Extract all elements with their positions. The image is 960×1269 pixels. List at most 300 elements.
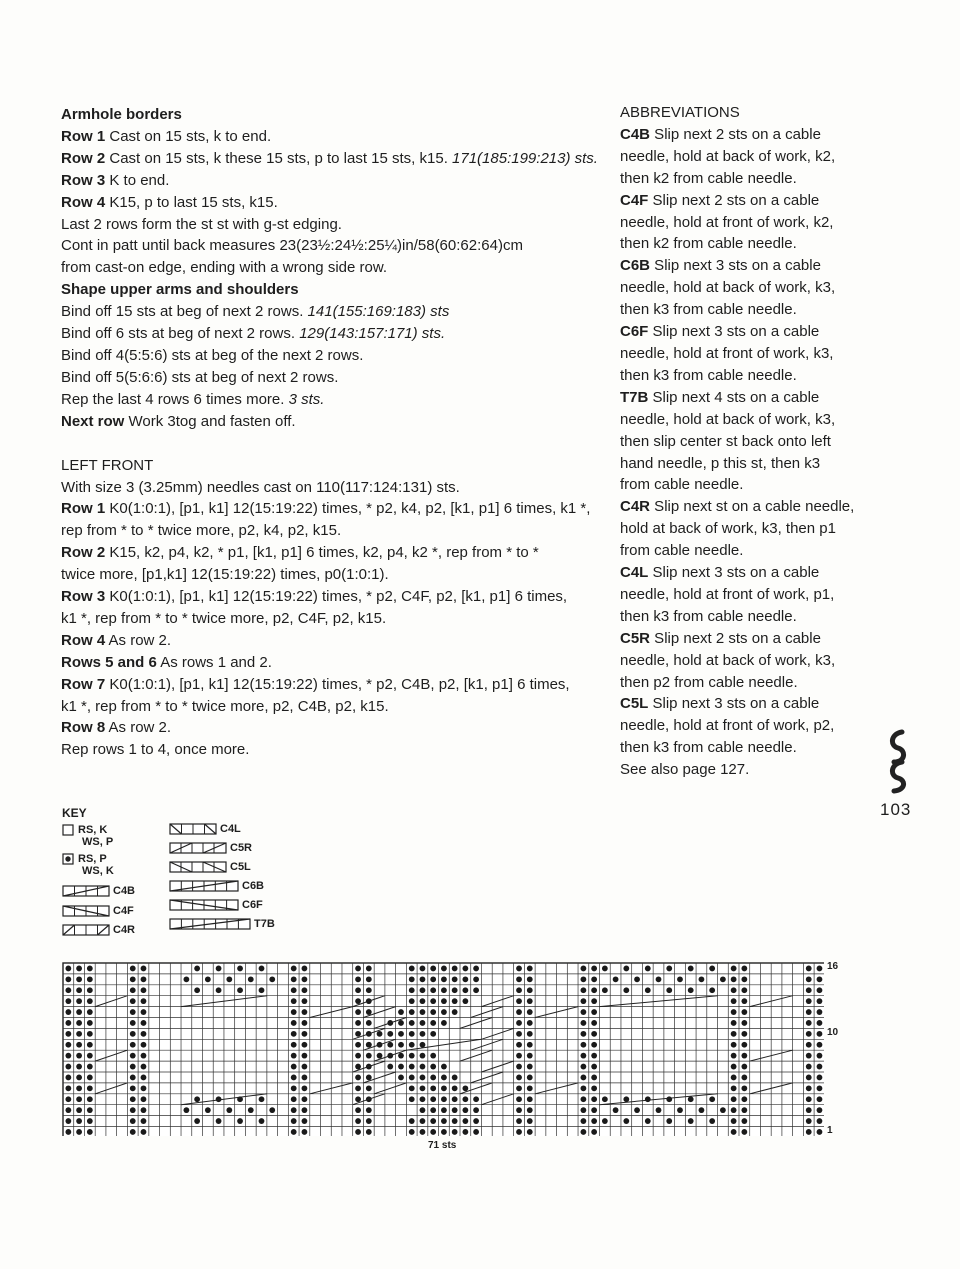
purl-stitch <box>237 1118 243 1124</box>
c4b-symbol-icon <box>63 886 109 896</box>
purl-stitch <box>741 1031 747 1037</box>
purl-stitch <box>76 1085 82 1091</box>
purl-stitch <box>65 1129 71 1135</box>
abbreviation-line: C4B Slip next 2 sts on a cable <box>620 125 821 143</box>
purl-stitch <box>355 1020 361 1026</box>
purl-stitch <box>623 1096 629 1102</box>
purl-stitch <box>699 1107 705 1113</box>
purl-stitch <box>527 1107 533 1113</box>
purl-stitch <box>248 976 254 982</box>
purl-stitch <box>591 976 597 982</box>
purl-stitch <box>731 1053 737 1059</box>
purl-stitch <box>248 1107 254 1113</box>
purl-stitch <box>516 1129 522 1135</box>
purl-stitch <box>613 1107 619 1113</box>
abbreviation-line: then k3 from cable needle. <box>620 366 797 384</box>
purl-stitch <box>527 1075 533 1081</box>
purl-stitch <box>452 1107 458 1113</box>
purl-stitch <box>441 1096 447 1102</box>
purl-stitch <box>302 1107 308 1113</box>
purl-stitch <box>291 1053 297 1059</box>
purl-stitch <box>355 1075 361 1081</box>
abbreviation-line: then k3 from cable needle. <box>620 739 797 757</box>
purl-stitch <box>527 1031 533 1037</box>
purl-stitch <box>441 1129 447 1135</box>
text-line: Row 4 K15, p to last 15 sts, k15. <box>61 193 278 211</box>
purl-stitch <box>581 966 587 972</box>
purl-stitch <box>291 1075 297 1081</box>
abbreviation-line: C6F Slip next 3 sts on a cable <box>620 323 820 341</box>
left-front-heading: LEFT FRONT <box>61 456 154 474</box>
purl-stitch <box>398 1009 404 1015</box>
key-knit-label-ws: WS, P <box>82 836 114 848</box>
purl-stitch <box>806 987 812 993</box>
purl-stitch <box>291 1042 297 1048</box>
purl-stitch <box>130 1118 136 1124</box>
purl-stitch <box>645 987 651 993</box>
purl-stitch <box>591 1009 597 1015</box>
row-label-10: 10 <box>827 1027 839 1038</box>
purl-stitch <box>409 1053 415 1059</box>
purl-stitch <box>731 987 737 993</box>
purl-stitch <box>817 1009 823 1015</box>
purl-stitch <box>591 1085 597 1091</box>
key-c6b-label: C6B <box>242 880 265 892</box>
purl-stitch <box>302 1118 308 1124</box>
purl-stitch <box>430 976 436 982</box>
purl-stitch <box>366 1107 372 1113</box>
purl-stitch <box>473 966 479 972</box>
purl-stitch <box>355 1096 361 1102</box>
purl-stitch <box>355 1064 361 1070</box>
purl-stitch <box>130 1096 136 1102</box>
purl-stitch <box>65 1075 71 1081</box>
purl-stitch <box>302 998 308 1004</box>
purl-stitch <box>409 976 415 982</box>
purl-stitch <box>302 976 308 982</box>
purl-stitch <box>302 1085 308 1091</box>
purl-stitch <box>398 1042 404 1048</box>
text-line: Cont in patt until back measures 23(23½:24½:25¼)in/58(60:62:64)cm <box>61 237 523 255</box>
key-c4l-label: C4L <box>220 823 241 835</box>
purl-stitch <box>216 966 222 972</box>
purl-stitch <box>516 1020 522 1026</box>
abbreviation-line: needle, hold at front of work, p2, <box>620 717 835 735</box>
purl-stitch <box>409 998 415 1004</box>
purl-stitch <box>76 1053 82 1059</box>
c6f-symbol-icon <box>170 900 238 910</box>
purl-stitch <box>87 987 93 993</box>
purl-stitch <box>398 1031 404 1037</box>
purl-stitch <box>806 1107 812 1113</box>
purl-stitch <box>731 1064 737 1070</box>
purl-stitch <box>355 998 361 1004</box>
purl-stitch <box>65 1118 71 1124</box>
purl-stitch <box>398 1064 404 1070</box>
purl-stitch <box>366 966 372 972</box>
purl-stitch <box>141 1129 147 1135</box>
purl-stitch <box>87 1129 93 1135</box>
text-line: Bind off 6 sts at beg of next 2 rows. 129(143:157:171) sts. <box>61 325 446 343</box>
purl-stitch <box>430 1096 436 1102</box>
key-c4f-label: C4F <box>113 905 134 917</box>
abbreviation-line: hand needle, p this st, then k3 <box>620 454 821 472</box>
purl-stitch <box>420 1129 426 1135</box>
purl-stitch <box>452 987 458 993</box>
purl-stitch <box>741 1129 747 1135</box>
purl-stitch <box>87 966 93 972</box>
purl-stitch <box>817 1107 823 1113</box>
purl-stitch <box>130 998 136 1004</box>
purl-stitch <box>76 998 82 1004</box>
purl-stitch <box>366 1042 372 1048</box>
purl-stitch <box>581 1053 587 1059</box>
key-c6f-label: C6F <box>242 899 263 911</box>
purl-stitch <box>130 1053 136 1059</box>
purl-stitch <box>527 1053 533 1059</box>
purl-stitch <box>259 966 265 972</box>
abbreviation-line: T7B Slip next 4 sts on a cable <box>620 388 820 406</box>
purl-stitch <box>65 1085 71 1091</box>
purl-stitch <box>65 966 71 972</box>
purl-stitch <box>194 966 200 972</box>
purl-stitch <box>130 1009 136 1015</box>
left-front-section <box>61 477 601 762</box>
purl-stitch <box>65 1096 71 1102</box>
purl-stitch <box>87 976 93 982</box>
purl-stitch <box>76 1009 82 1015</box>
purl-stitch <box>398 1020 404 1026</box>
text-line: Next row Work 3tog and fasten off. <box>61 412 296 430</box>
purl-stitch <box>291 1009 297 1015</box>
purl-stitch <box>183 976 189 982</box>
purl-stitch <box>141 1096 147 1102</box>
purl-stitch <box>76 966 82 972</box>
purl-stitch <box>741 1009 747 1015</box>
purl-stitch <box>291 1085 297 1091</box>
purl-stitch <box>741 1085 747 1091</box>
purl-stitch <box>259 1096 265 1102</box>
purl-stitch <box>259 987 265 993</box>
purl-stitch <box>76 1042 82 1048</box>
purl-stitch <box>741 966 747 972</box>
purl-stitch <box>76 1129 82 1135</box>
purl-stitch <box>591 1031 597 1037</box>
purl-stitch <box>731 1107 737 1113</box>
purl-stitch <box>87 1085 93 1091</box>
purl-stitch <box>634 976 640 982</box>
key-knit-label: RS, K <box>78 824 108 836</box>
purl-stitch <box>430 1064 436 1070</box>
purl-stitch <box>527 1096 533 1102</box>
purl-stitch <box>516 976 522 982</box>
text-line: twice more, [p1,k1] 12(15:19:22) times, p0(1:0:1). <box>61 566 389 584</box>
c4r-symbol-icon <box>63 925 109 935</box>
purl-stitch <box>302 1064 308 1070</box>
purl-stitch <box>355 1118 361 1124</box>
purl-stitch <box>141 1020 147 1026</box>
purl-stitch <box>269 1107 275 1113</box>
c4l-symbol-icon <box>170 824 216 834</box>
key-c5r-label: C5R <box>230 842 253 854</box>
purl-stitch <box>731 1020 737 1026</box>
purl-stitch <box>302 1096 308 1102</box>
left-column <box>61 104 601 761</box>
purl-stitch <box>302 1075 308 1081</box>
purl-stitch <box>355 1031 361 1037</box>
purl-stitch <box>462 1118 468 1124</box>
purl-stitch <box>194 1096 200 1102</box>
purl-stitch <box>516 966 522 972</box>
purl-stitch <box>291 966 297 972</box>
purl-stitch <box>731 1031 737 1037</box>
purl-stitch <box>666 987 672 993</box>
purl-stitch <box>741 1042 747 1048</box>
purl-stitch <box>291 998 297 1004</box>
purl-stitch <box>366 1053 372 1059</box>
purl-stitch <box>591 987 597 993</box>
text-line: Bind off 15 sts at beg of next 2 rows. 141(155:169:183) sts <box>61 303 450 321</box>
row-label-16: 16 <box>827 961 839 972</box>
purl-stitch <box>420 1107 426 1113</box>
purl-stitch <box>817 987 823 993</box>
purl-stitch <box>76 976 82 982</box>
purl-stitch <box>65 987 71 993</box>
purl-stitch <box>817 1042 823 1048</box>
purl-stitch <box>741 987 747 993</box>
purl-stitch <box>302 1020 308 1026</box>
shape-heading: Shape upper arms and shoulders <box>61 281 299 299</box>
purl-stitch <box>806 1129 812 1135</box>
purl-stitch <box>527 966 533 972</box>
purl-stitch <box>377 1031 383 1037</box>
purl-stitch <box>516 1118 522 1124</box>
purl-stitch <box>130 1107 136 1113</box>
purl-stitch <box>817 1020 823 1026</box>
purl-stitch <box>409 1129 415 1135</box>
purl-stitch <box>656 976 662 982</box>
abbreviation-line: needle, hold at front of work, k2, <box>620 213 834 231</box>
purl-stitch <box>430 966 436 972</box>
text-line: Row 7 K0(1:0:1), [p1, k1] 12(15:19:22) times, * p2, C4B, p2, [k1, p1] 6 times, <box>61 675 570 693</box>
purl-stitch <box>527 998 533 1004</box>
abbreviation-line: then slip center st back onto left <box>620 432 831 450</box>
purl-stitch <box>366 1009 372 1015</box>
purl-stitch <box>741 1075 747 1081</box>
abbreviation-line: C5R Slip next 2 sts on a cable <box>620 629 821 647</box>
abbreviation-line: from cable needle. <box>620 476 744 494</box>
purl-stitch <box>731 1085 737 1091</box>
purl-stitch <box>355 1129 361 1135</box>
purl-stitch <box>420 1075 426 1081</box>
purl-stitch <box>473 1096 479 1102</box>
purl-stitch <box>355 1009 361 1015</box>
purl-stitch <box>591 998 597 1004</box>
purl-stitch <box>366 1020 372 1026</box>
purl-stitch <box>581 987 587 993</box>
purl-stitch <box>645 1096 651 1102</box>
purl-stitch <box>613 976 619 982</box>
purl-stitch <box>581 1096 587 1102</box>
purl-stitch <box>141 998 147 1004</box>
purl-stitch <box>806 976 812 982</box>
purl-stitch <box>141 987 147 993</box>
purl-stitch <box>302 987 308 993</box>
purl-stitch <box>462 1129 468 1135</box>
purl-stitch <box>602 1096 608 1102</box>
purl-stitch <box>688 1096 694 1102</box>
purl-stitch <box>688 987 694 993</box>
purl-stitch <box>420 1096 426 1102</box>
purl-stitch <box>302 966 308 972</box>
text-line: Row 1 Cast on 15 sts, k to end. <box>61 127 272 145</box>
purl-stitch <box>623 966 629 972</box>
purl-stitch <box>806 1118 812 1124</box>
purl-stitch <box>741 976 747 982</box>
purl-stitch <box>420 1118 426 1124</box>
purl-stitch <box>591 1096 597 1102</box>
purl-stitch <box>441 966 447 972</box>
purl-stitch <box>291 1020 297 1026</box>
purl-stitch <box>591 1064 597 1070</box>
purl-stitch <box>806 998 812 1004</box>
purl-stitch <box>452 1075 458 1081</box>
purl-stitch <box>76 1064 82 1070</box>
abbreviation-line: needle, hold at back of work, k3, <box>620 651 836 669</box>
purl-stitch <box>291 1096 297 1102</box>
purl-stitch <box>355 987 361 993</box>
purl-stitch <box>420 1031 426 1037</box>
key-purl-label-ws: WS, K <box>82 865 114 877</box>
purl-stitch <box>591 1129 597 1135</box>
text-line: Row 1 K0(1:0:1), [p1, k1] 12(15:19:22) times, * p2, k4, p2, [k1, p1] 6 times, k1 *, <box>61 500 591 518</box>
purl-stitch <box>355 1042 361 1048</box>
purl-stitch <box>709 987 715 993</box>
purl-stitch <box>452 1096 458 1102</box>
chart-key <box>62 806 322 946</box>
purl-stitch <box>87 1042 93 1048</box>
purl-stitch <box>527 1042 533 1048</box>
purl-stitch <box>731 1096 737 1102</box>
purl-stitch <box>291 987 297 993</box>
text-line: Last 2 rows form the st st with g-st edging. <box>61 215 342 233</box>
purl-stitch <box>141 1064 147 1070</box>
shape-section <box>61 301 601 432</box>
c4f-symbol-icon <box>63 906 109 916</box>
purl-stitch <box>591 1075 597 1081</box>
purl-stitch <box>420 976 426 982</box>
text-line: k1 *, rep from * to * twice more, p2, C4F, p2, k15. <box>61 609 387 627</box>
purl-stitch <box>76 1020 82 1026</box>
purl-stitch <box>817 998 823 1004</box>
abbreviation-line: C5L Slip next 3 sts on a cable <box>620 695 820 713</box>
purl-stitch <box>226 976 232 982</box>
purl-stitch <box>731 976 737 982</box>
purl-stitch <box>709 966 715 972</box>
purl-stitch <box>817 1129 823 1135</box>
purl-stitch <box>130 1075 136 1081</box>
purl-stitch <box>141 1075 147 1081</box>
abbreviation-line: then k2 from cable needle. <box>620 169 797 187</box>
purl-stitch <box>806 1064 812 1070</box>
purl-stitch <box>355 1107 361 1113</box>
purl-stitch <box>731 998 737 1004</box>
purl-stitch <box>741 998 747 1004</box>
purl-stitch <box>452 1129 458 1135</box>
purl-stitch <box>141 1053 147 1059</box>
purl-stitch <box>441 976 447 982</box>
purl-stitch <box>355 976 361 982</box>
purl-stitch <box>420 1042 426 1048</box>
purl-stitch <box>581 998 587 1004</box>
purl-stitch <box>130 966 136 972</box>
purl-stitch <box>806 1053 812 1059</box>
key-c4r-label: C4R <box>113 924 136 936</box>
purl-stitch <box>130 987 136 993</box>
purl-stitch <box>302 1129 308 1135</box>
purl-stitch <box>216 987 222 993</box>
purl-stitch <box>291 1064 297 1070</box>
purl-stitch <box>65 976 71 982</box>
purl-stitch <box>516 1053 522 1059</box>
purl-stitch <box>666 1096 672 1102</box>
purl-stitch <box>731 1009 737 1015</box>
purl-stitch <box>216 1118 222 1124</box>
purl-stitch <box>581 976 587 982</box>
purl-stitch <box>366 987 372 993</box>
purl-stitch <box>741 1053 747 1059</box>
purl-stitch <box>76 1118 82 1124</box>
key-purl-label: RS, P <box>78 853 107 865</box>
text-line: Row 2 K15, k2, p4, k2, * p1, [k1, p1] 6 times, k2, p4, k2 *, rep from * to * <box>61 544 539 562</box>
purl-stitch <box>430 1129 436 1135</box>
purl-stitch <box>516 1009 522 1015</box>
purl-stitch <box>420 1053 426 1059</box>
purl-stitch <box>731 1118 737 1124</box>
purl-stitch <box>141 976 147 982</box>
purl-stitch <box>441 1085 447 1091</box>
purl-stitch <box>462 998 468 1004</box>
purl-stitch <box>237 966 243 972</box>
purl-stitch <box>817 1096 823 1102</box>
purl-stitch <box>581 1042 587 1048</box>
purl-stitch <box>817 1085 823 1091</box>
knit-symbol-icon <box>63 825 73 835</box>
purl-stitch <box>591 966 597 972</box>
purl-stitch <box>430 998 436 1004</box>
purl-stitch <box>76 1096 82 1102</box>
purl-stitch <box>141 966 147 972</box>
purl-stitch <box>420 1085 426 1091</box>
purl-stitch <box>473 987 479 993</box>
stitch-chart <box>62 962 824 1136</box>
purl-stitch <box>302 1031 308 1037</box>
abbreviation-line: C6B Slip next 3 sts on a cable <box>620 257 821 275</box>
purl-stitch <box>291 976 297 982</box>
purl-stitch <box>527 976 533 982</box>
purl-stitch <box>420 966 426 972</box>
purl-stitch <box>634 1107 640 1113</box>
purl-stitch <box>462 966 468 972</box>
abbreviations-heading: ABBREVIATIONS <box>620 104 740 121</box>
abbreviation-line: then k3 from cable needle. <box>620 607 797 625</box>
see-also-note: See also page 127. <box>620 761 750 779</box>
purl-stitch <box>581 1009 587 1015</box>
purl-stitch <box>623 987 629 993</box>
text-line: With size 3 (3.25mm) needles cast on 110(117:124:131) sts. <box>61 478 460 496</box>
purl-stitch <box>516 998 522 1004</box>
purl-stitch <box>141 1009 147 1015</box>
